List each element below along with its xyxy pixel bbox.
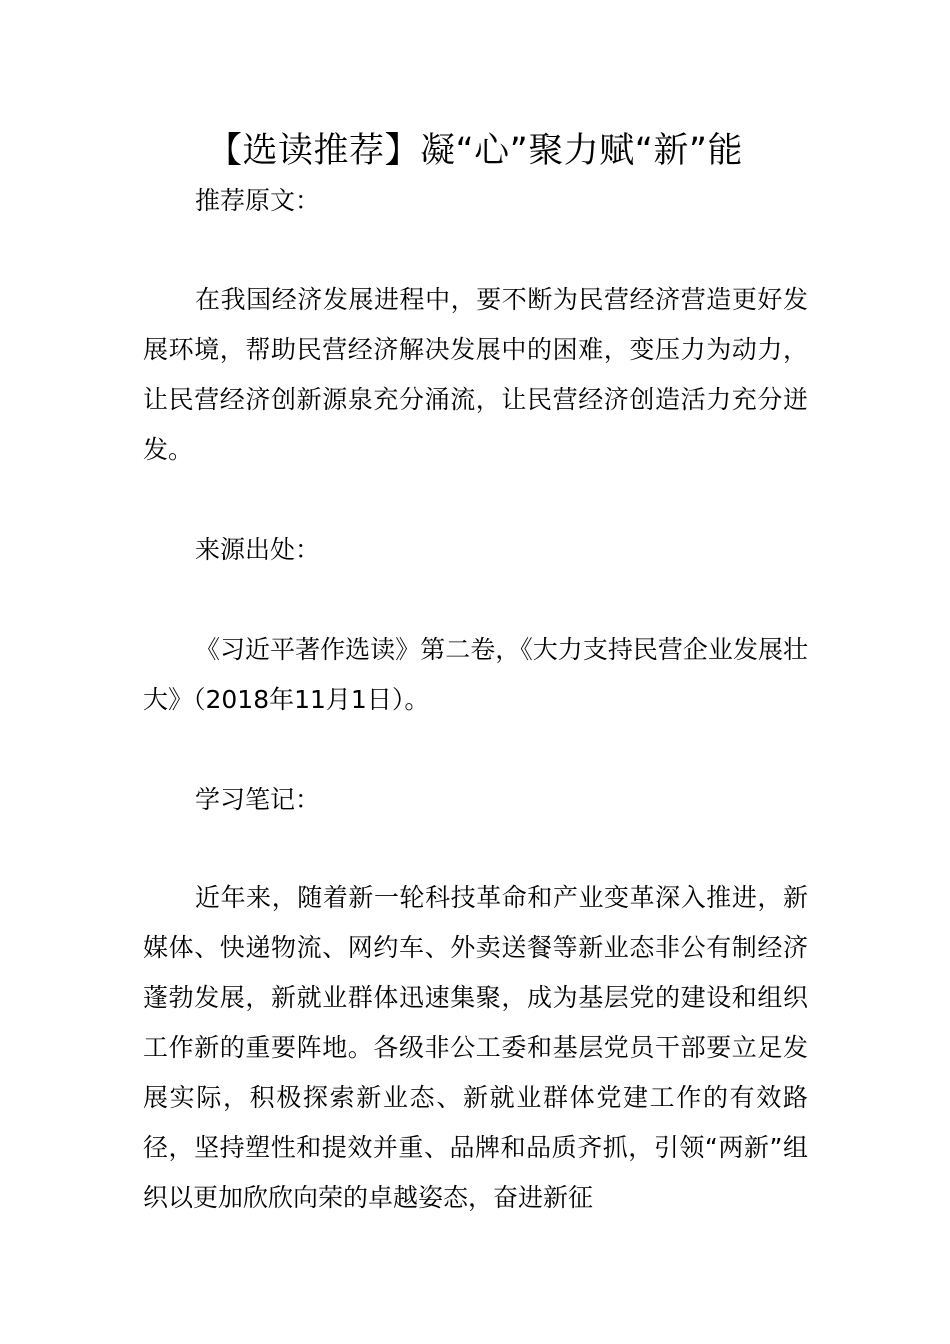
section-heading-original-text: 推荐原文： <box>195 186 321 215</box>
section-heading-source: 来源出处： <box>195 535 321 564</box>
paragraph-source: 《习近平著作选读》第二卷，《大力支持民营企业发展壮大》（2018年11月1日）。 <box>143 635 808 714</box>
paragraph-study-notes: 近年来，随着新一轮科技革命和产业变革深入推进，新媒体、快递物流、网约车、外卖送餐等新业态非公有制经济蓬勃发展，新就业群体迅速集聚，成为基层党的建设和组织工作新的重要阵地。各级非公工委和基层党员干部要立足发展实际，积极探索新业态、新就业群体党建工作的有效路径，坚持塑性和提效并重、品牌和品质齐抓，引领“两新”组织以更加欣欣向荣的卓越姿态，奋进新征 <box>143 883 808 1212</box>
paragraph-original-text: 在我国经济发展进程中，要不断为民营经济营造更好发展环境，帮助民营经济解决发展中的困难，变压力为动力，让民营经济创新源泉充分涌流，让民营经济创造活力充分迸发。 <box>143 285 808 464</box>
document-title: 【选读推荐】凝“心”聚力赋“新”能 <box>206 131 744 171</box>
section-heading-study-notes: 学习笔记： <box>195 785 321 814</box>
